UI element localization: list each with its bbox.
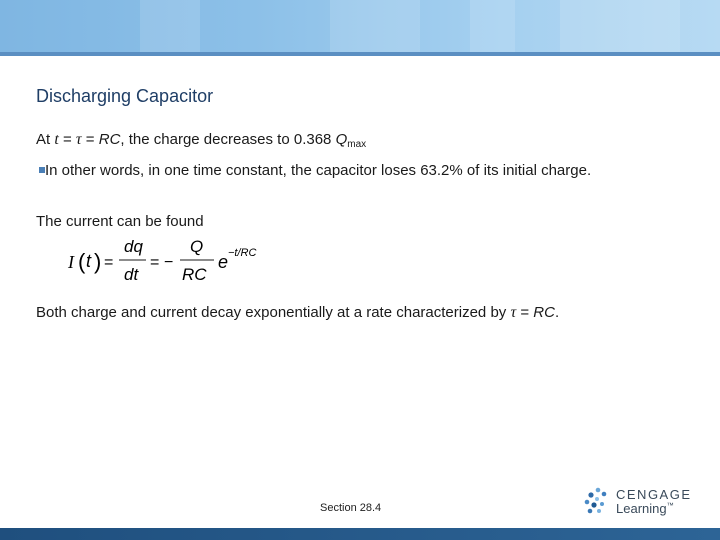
- formula-equals-2: =: [150, 254, 160, 271]
- formula-I: I: [68, 252, 74, 272]
- banner-stripe: [560, 0, 680, 56]
- formula-minus: −: [164, 254, 174, 271]
- var-t: t: [54, 131, 59, 148]
- var-tau: τ: [75, 131, 82, 148]
- formula-rparen: ): [94, 249, 102, 274]
- banner-stripe: [470, 0, 515, 56]
- banner-stripe: [330, 0, 420, 56]
- formula-t: t: [86, 251, 92, 271]
- subscript-max: max: [347, 139, 367, 150]
- formula-dq: dq: [124, 237, 143, 256]
- footer-bar: [0, 528, 720, 540]
- var-tau: τ: [510, 304, 517, 321]
- logo-brand-text: CENGAGE: [616, 487, 692, 502]
- logo-learning: Learning: [616, 501, 667, 516]
- current-formula: [62, 232, 302, 288]
- text-fragment: .: [554, 304, 560, 321]
- text-fragment: =: [81, 131, 99, 148]
- trademark: ™: [666, 502, 674, 510]
- text-fragment: Both charge and current decay exponentially at a rate characterized by: [36, 304, 511, 321]
- logo-sub-text: [616, 501, 674, 516]
- formula-Q: Q: [190, 237, 204, 256]
- text-fragment: At: [36, 131, 55, 148]
- text-fragment: , the charge decreases to 0.368: [120, 131, 336, 148]
- bullet-text: In other words, in one time constant, the capacitor loses 63.2% of its initial charge.: [45, 162, 592, 179]
- formula-dt: dt: [124, 265, 139, 284]
- text-fragment: =: [58, 131, 76, 148]
- formula-lparen: (: [78, 249, 86, 274]
- cengage-dots-icon: [582, 486, 612, 516]
- text-line-3: [36, 304, 559, 322]
- cengage-logo: [582, 486, 692, 518]
- formula-equals: =: [104, 254, 114, 271]
- header-banner: [0, 0, 720, 56]
- var-q: Q: [335, 131, 348, 148]
- slide-title: Discharging Capacitor: [36, 86, 214, 106]
- text-line-1: [36, 131, 366, 150]
- formula-exponent: −t/RC: [228, 247, 257, 259]
- formula-RC: RC: [182, 265, 207, 284]
- text-fragment: =: [516, 304, 534, 321]
- formula-e: e: [218, 252, 229, 272]
- var-rc: RC: [533, 304, 555, 321]
- var-rc: RC: [98, 131, 121, 148]
- text-line-2: The current can be found: [36, 213, 204, 230]
- section-label: Section 28.4: [320, 502, 382, 514]
- banner-underline: [0, 52, 720, 56]
- banner-stripe: [140, 0, 200, 56]
